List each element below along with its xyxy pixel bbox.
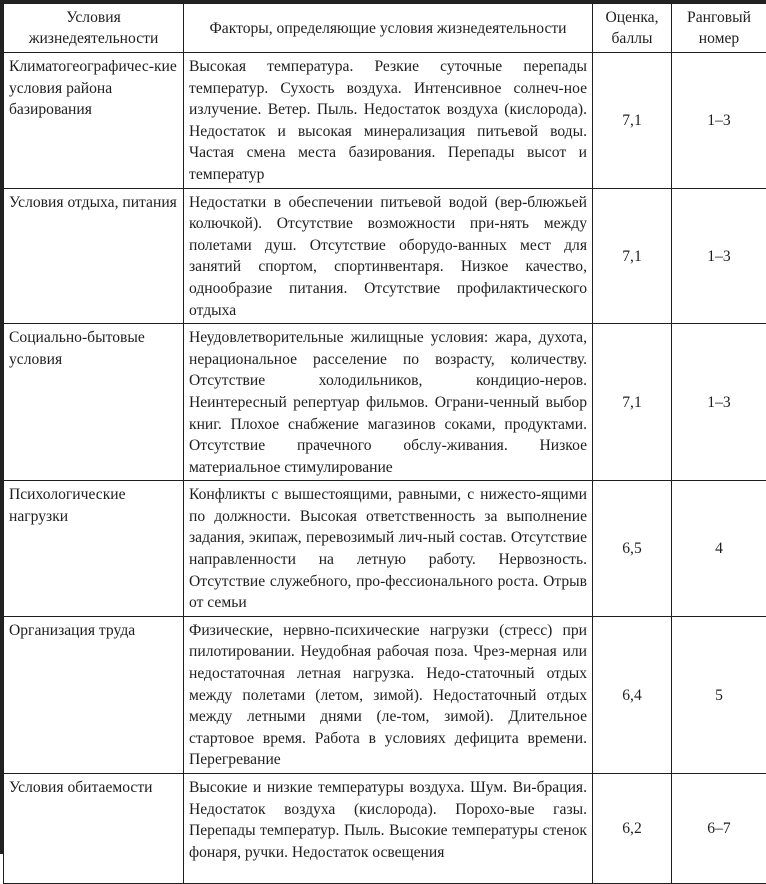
rank-cell: 4 — [672, 481, 766, 617]
score-cell: 7,1 — [593, 324, 672, 481]
score-cell: 6,5 — [593, 481, 672, 617]
table-row — [4, 481, 766, 617]
score-cell: 7,1 — [593, 53, 672, 189]
rank-cell: 1–3 — [672, 324, 766, 481]
score-cell: 7,1 — [593, 188, 672, 324]
header-factors: Факторы, определяющие условия жизнедеятельности — [184, 4, 593, 53]
factors-cell: Недостатки в обеспечении питьевой водой (вер-блюжьей колючкой). Отсутствие возможности при-нять между полетами душ. Отсутствие оборудо-ванных мест для занятий спортом, спортинвентаря. Низкое качество, однообразие питания. Отсутствие профилактического отдыха — [184, 188, 593, 324]
table-row — [4, 324, 766, 481]
rank-cell: 1–3 — [672, 188, 766, 324]
header-conditions: Условия жизнедеятельности — [4, 4, 184, 53]
table-row — [4, 616, 766, 773]
rank-cell: 1–3 — [672, 53, 766, 189]
condition-cell: Условия обитаемости — [4, 774, 184, 884]
condition-cell: Климатогеографичес-кие условия района базирования — [4, 53, 184, 189]
table-header-row — [4, 4, 766, 53]
condition-cell: Организация труда — [4, 616, 184, 773]
rank-cell: 6–7 — [672, 774, 766, 884]
factors-cell: Физические, нервно-психические нагрузки (стресс) при пилотировании. Неудобная рабочая поза. Чрез-мерная или недостаточная летная нагрузка. Недо-статочный отдых между полетами (летом, зимой). Недостаточный отдых между летными днями (ле-том, зимой). Длительное стартовое время. Работа в условиях дефицита времени. Перегревание — [184, 616, 593, 773]
header-score: Оценка, баллы — [593, 4, 672, 53]
factors-cell: Конфликты с вышестоящими, равными, с нижесто-ящими по должности. Высокая ответственность за выполнение задания, экипаж, перевозимый лич-ный состав. Отсутствие направленности на летную работу. Нервозность. Отсутствие служебного, про-фессионального роста. Отрыв от семьи — [184, 481, 593, 617]
table-row — [4, 774, 766, 884]
factors-cell: Высокая температура. Резкие суточные перепады температур. Сухость воздуха. Интенсивное солнеч-ное излучение. Ветер. Пыль. Недостаток воздуха (кислорода). Недостаток и высокая минерализация питьевой воды. Частая смена места базирования. Перепады высот и температур — [184, 53, 593, 189]
table-row — [4, 53, 766, 189]
living-conditions-table — [3, 3, 766, 884]
score-cell: 6,4 — [593, 616, 672, 773]
factors-cell: Высокие и низкие температуры воздуха. Шум. Ви-брация. Недостаток воздуха (кислорода). Порохо-вые газы. Перепады температур. Пыль. Высокие температуры стенок фонаря, ручки. Недостаток освещения — [184, 774, 593, 884]
rank-cell: 5 — [672, 616, 766, 773]
table-row — [4, 188, 766, 324]
condition-cell: Психологические нагрузки — [4, 481, 184, 617]
header-rank: Ранговый номер — [672, 4, 766, 53]
score-cell: 6,2 — [593, 774, 672, 884]
factors-cell: Неудовлетворительные жилищные условия: жара, духота, нерациональное расселение по возрасту, количеству. Отсутствие холодильников, кондицио-неров. Неинтересный репертуар фильмов. Ограни-ченный выбор книг. Плохое снабжение магазинов соками, продуктами. Отсутствие прачечного обслу-живания. Низкое материальное стимулирование — [184, 324, 593, 481]
condition-cell: Социально-бытовые условия — [4, 324, 184, 481]
condition-cell: Условия отдыха, питания — [4, 188, 184, 324]
